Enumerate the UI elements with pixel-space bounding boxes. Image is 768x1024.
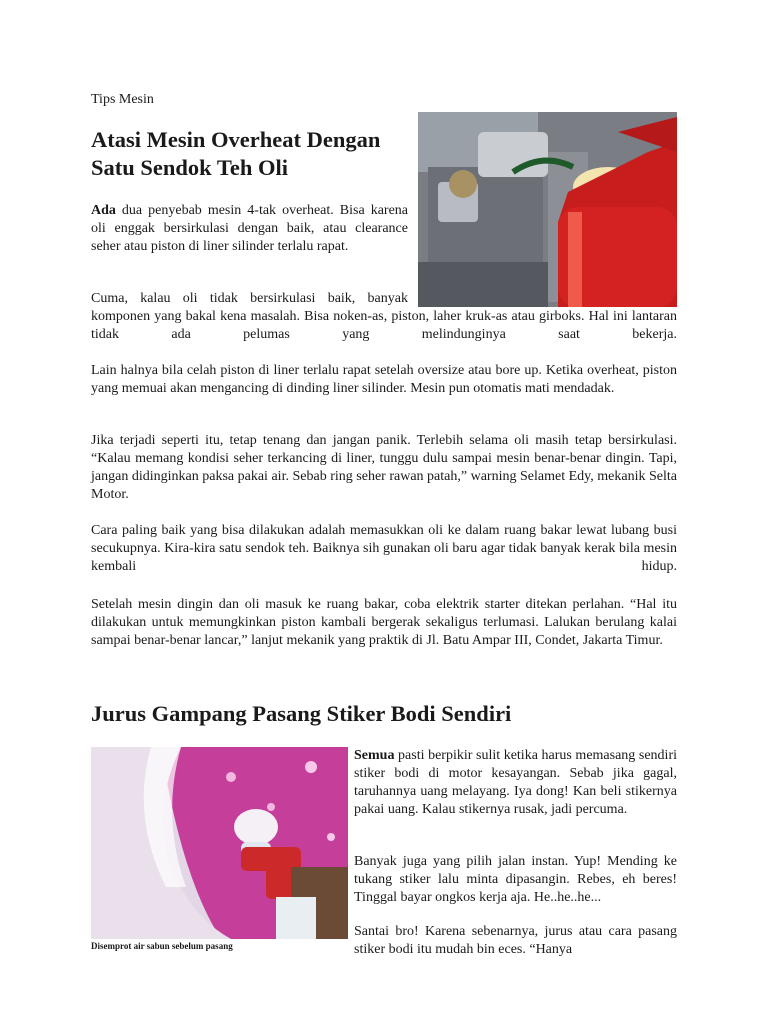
article1-paragraph-3: Lain halnya bila celah piston di liner terlalu rapat setelah oversize atau bore up. Ketika overheat, piston yang memuai akan mengancing di dinding liner silinder. Mesin pun otomatis mati mendadak.: [91, 363, 677, 396]
article1-title: Atasi Mesin Overheat Dengan Satu Sendok Teh Oli: [91, 127, 381, 180]
article1-paragraph-6: Setelah mesin dingin dan oli masuk ke ruang bakar, coba elektrik starter ditekan perlahan. “Hal itu dilakukan untuk memungkinkan piston kambali bergerak sekaligus terlumasi. Lalukan berulang kalai sampai benar-benar lancar,” lanjut mekanik yang praktik di Jl. Batu Ampar III, Condet, Jakarta Timur.: [91, 597, 677, 648]
article1-paragraph-2: komponen yang bakal kena masalah. Bisa noken-as, piston, laher kruk-as atau girboks. Hal ini lantaran tidak ada pelumas yang melindunginya saat bekerja.: [91, 309, 677, 342]
engine-oil-photo: [418, 112, 677, 307]
article2-paragraph-3: Santai bro! Karena sebenarnya, jurus atau cara pasang stiker bodi itu mudah bin eces. “Hanya: [354, 924, 677, 957]
article1-paragraph-4: Jika terjadi seperti itu, tetap tenang dan jangan panik. Terlebih selama oli masih tetap bersirkulasi. “Kalau memang kondisi seher terkancing di liner, tunggu dulu sampai mesin benar-benar dingin. Tapi, jangan didinginkan paksa pakai air. Sebab ring seher rawan patah,” warning Selamet Edy, mekanik Selta Motor.: [91, 433, 677, 502]
photo-caption: Disemprot air sabun sebelum pasang: [91, 941, 233, 951]
article1-paragraph-2-first-line: Cuma, kalau oli tidak bersirkulasi baik, banyak: [91, 291, 408, 306]
category-label: Tips Mesin: [91, 92, 154, 107]
article2-paragraph-2: Banyak juga yang pilih jalan instan. Yup! Mending ke tukang stiker lalu minta dipasangin. Rebes, eh beres! Tinggal bayar ongkos kerja aja. He..he..he...: [354, 854, 677, 905]
article1-paragraph-1: Ada dua penyebab mesin 4-tak overheat. Bisa karena oli enggak bersirkulasi dengan baik, atau clearance seher atau piston di liner silinder terlalu rapat.: [91, 203, 408, 254]
article2-title: Jurus Gampang Pasang Stiker Bodi Sendiri: [91, 701, 512, 726]
article1-paragraph-5: Cara paling baik yang bisa dilakukan adalah memasukkan oli ke dalam ruang bakar lewat lubang busi secukupnya. Kira-kira satu sendok teh. Baiknya sih gunakan oli baru agar tidak banyak kerak bila mesin kembali hidup.: [91, 523, 677, 574]
sticker-spray-photo: [91, 747, 348, 939]
article2-paragraph-1: Semua pasti berpikir sulit ketika harus memasang sendiri stiker bodi di motor kesayangan. Sebab jika gagal, taruhannya uang melayang. Iya dong! Kan beli stikernya pakai uang. Kalau stikernya rusak, jadi percuma.: [354, 748, 677, 817]
